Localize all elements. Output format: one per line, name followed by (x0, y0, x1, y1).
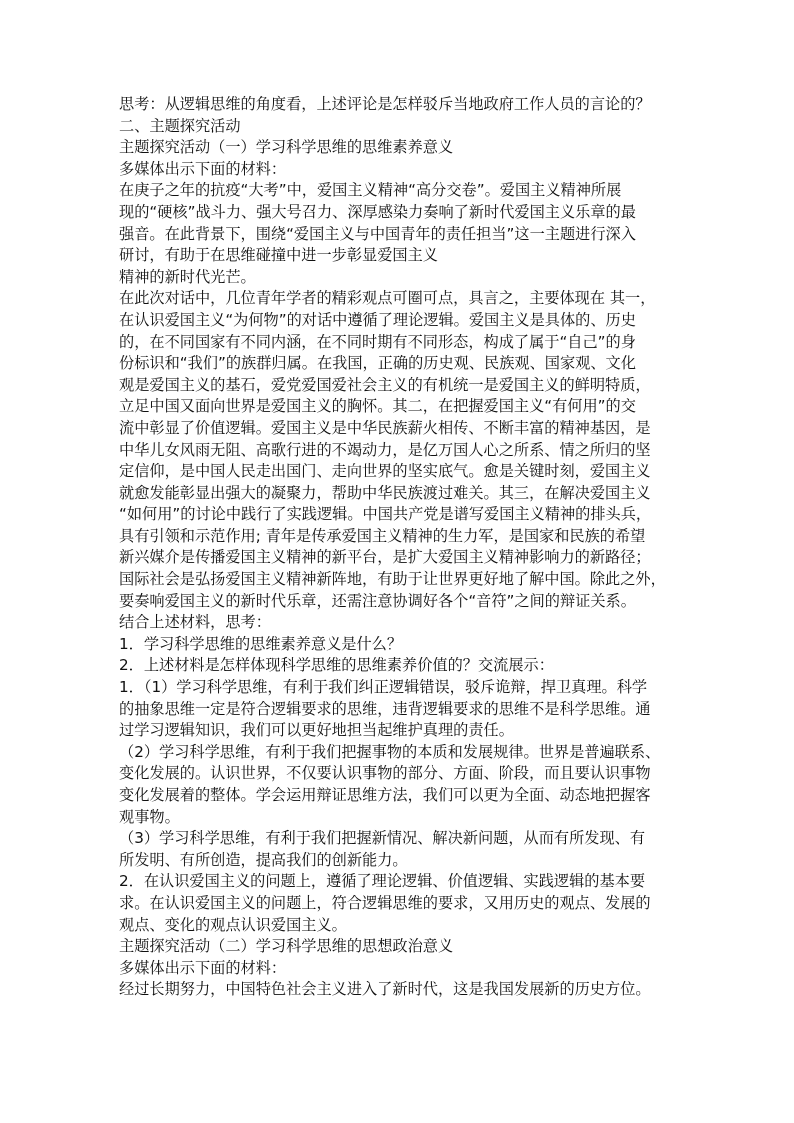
document-page (119, 94, 679, 1001)
text-line: 定信仰，是中国人民走出国门、走向世界的坚实底气。愈是关键时刻，爱国主义 (119, 462, 651, 481)
text-line: “如何用”的讨论中践行了实践逻辑。中国共产党是谱写爱国主义精神的排头兵， (119, 505, 652, 524)
answer-line: 变化发展的。认识世界，不仅要认识事物的部分、方面、阶段，而且要认识事物 (119, 764, 651, 783)
text-line: 立足中国又面向世界是爱国主义的胸怀。其二，在把握爱国主义“有何用”的交 (119, 397, 636, 416)
text-line: 研讨，有助于在思维碰撞中进一步彰显爱国主义 (119, 246, 438, 265)
answer-line: 所发明、有所创造，提高我们的创新能力。 (119, 850, 408, 869)
text-line: 国际社会是弘扬爱国主义精神新阵地，有助于让世界更好地了解中国。除此之外， (119, 570, 666, 589)
answer-line: 求。在认识爱国主义的问题上，符合逻辑思维的要求，又用历史的观点、发展的 (119, 893, 651, 912)
answer-line: 2．在认识爱国主义的问题上，遵循了理论逻辑、价值逻辑、实践逻辑的基本要 (119, 872, 646, 891)
text-line: 多媒体出示下面的材料： (119, 958, 287, 977)
text-line: 就愈发能彰显出强大的凝聚力，帮助中华民族渡过难关。其三，在解决爱国主义 (119, 483, 651, 502)
text-line: 观是爱国主义的基石，爱党爱国爱社会主义的有机统一是爱国主义的鲜明特质， (119, 375, 651, 394)
section-heading: 二、主题探究活动 (119, 116, 241, 135)
text-line: 在此次对话中，几位青年学者的精彩观点可圈可点，具言之，主要体现在 其一， (119, 289, 656, 308)
text-line: 新兴媒介是传播爱国主义精神的新平台，是扩大爱国主义精神影响力的新路径； (119, 548, 651, 567)
text-line: 现的“硬核”战斗力、强大号召力、深厚感染力奏响了新时代爱国主义乐章的最 (119, 202, 636, 221)
answer-line: 变化发展着的整体。学会运用辩证思维方法，我们可以更为全面、动态地把握客 (119, 786, 651, 804)
text-line: 多媒体出示下面的材料： (119, 159, 287, 178)
text-line: 精神的新时代光芒。 (119, 267, 256, 286)
text-line: 思考：从逻辑思维的角度看，上述评论是怎样驳斥当地政府工作人员的言论的？ (119, 95, 651, 113)
text-line: 结合上述材料，思考： (119, 613, 271, 632)
text-line: 经过长期努力，中国特色社会主义进入了新时代，这是我国发展新的历史方位。 (119, 980, 651, 999)
text-line: 流中彰显了价值逻辑。爱国主义是中华民族薪火相传、不断丰富的精神基因，是 (119, 418, 651, 437)
answer-line: 观事物。 (119, 807, 180, 826)
question-1: 1．学习科学思维的思维素养意义是什么？ (119, 634, 403, 653)
answer-line: （2）学习科学思维，有利于我们把握事物的本质和发展规律。世界是普遍联系、 (119, 742, 661, 761)
text-line: 的，在不同国家有不同内涵，在不同时期有不同形态，构成了属于“自己”的身 (119, 332, 636, 351)
text-line: 在认识爱国主义“为何物”的对话中遵循了理论逻辑。爱国主义是具体的、历史 (119, 310, 636, 329)
answer-line: 1．（1）学习科学思维，有利于我们纠正逻辑错误，驳斥诡辩，捍卫真理。科学 (119, 678, 648, 697)
text-line: 份标识和“我们”的族群归属。在我国，正确的历史观、民族观、国家观、文化 (119, 354, 636, 373)
text-line: 要奏响爱国主义的新时代乐章，还需注意协调好各个“音符”之间的辩证关系。 (119, 591, 636, 610)
activity-heading: 主题探究活动（一）学习科学思维的思维素养意义 (119, 138, 454, 157)
question-2: 2．上述材料是怎样体现科学思维的思维素养价值的？交流展示： (119, 656, 554, 675)
text-line: 具有引领和示范作用; 青年是传承爱国主义精神的生力军，是国家和民族的希望 (119, 526, 646, 545)
answer-line: 的抽象思维一定是符合逻辑要求的思维，违背逻辑要求的思维不是科学思维。通 (119, 699, 651, 718)
text-line: 在庚子之年的抗疫“大考”中，爱国主义精神“高分交卷”。爱国主义精神所展 (119, 181, 622, 200)
answer-line: （3）学习科学思维，有利于我们把握新情况、解决新问题，从而有所发现、有 (119, 829, 646, 848)
answer-line: 观点、变化的观点认识爱国主义。 (119, 915, 347, 934)
text-line: 强音。在此背景下，围绕“爱国主义与中国青年的责任担当”这一主题进行深入 (119, 224, 636, 243)
activity-heading: 主题探究活动（二）学习科学思维的思想政治意义 (119, 937, 454, 956)
text-line: 中华儿女风雨无阻、高歌行进的不竭动力，是亿万国人心之所系、情之所归的坚 (119, 440, 651, 459)
answer-line: 过学习逻辑知识，我们可以更好地担当起维护真理的责任。 (119, 721, 514, 740)
